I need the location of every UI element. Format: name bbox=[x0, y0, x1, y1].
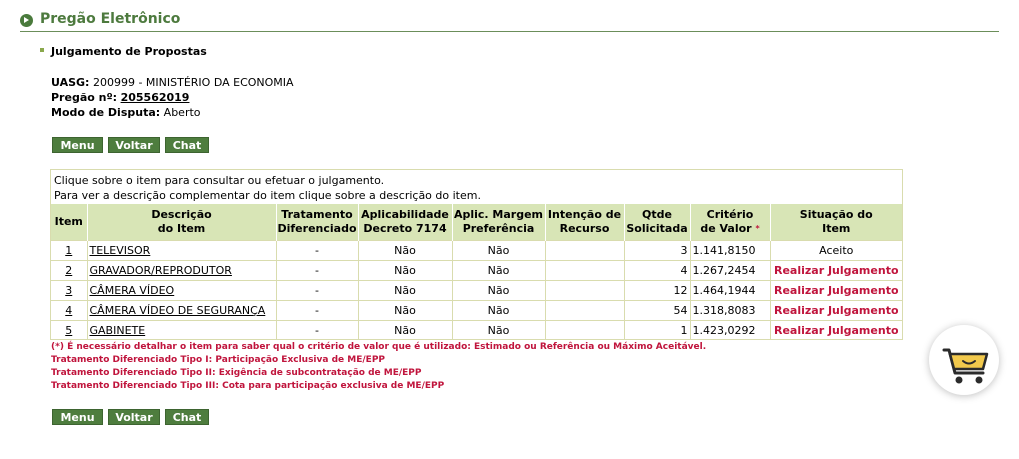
chat-button[interactable]: Chat bbox=[165, 137, 209, 153]
item-description-link[interactable]: CÂMERA VÍDEO DE SEGURANÇA bbox=[89, 303, 266, 317]
qtde-cell: 54 bbox=[624, 300, 690, 320]
criterio-cell: 1.267,2454 bbox=[690, 260, 770, 280]
intencao-cell bbox=[545, 260, 624, 280]
col-header-criterio: Critério de Valor * bbox=[690, 204, 770, 240]
aplicabilidade-cell: Não bbox=[358, 260, 452, 280]
tipo1-note: Tratamento Diferenciado Tipo I: Participação Exclusiva de ME/EPP bbox=[51, 355, 386, 365]
tipo3-note: Tratamento Diferenciado Tipo III: Cota para participação exclusiva de ME/EPP bbox=[51, 381, 445, 391]
voltar-button[interactable]: Voltar bbox=[108, 137, 160, 153]
page-title: Pregão Eletrônico bbox=[40, 11, 181, 27]
chat-button[interactable]: Chat bbox=[165, 409, 209, 425]
aplicabilidade-cell: Não bbox=[358, 240, 452, 260]
realizar-julgamento-link[interactable]: Realizar Julgamento bbox=[773, 263, 899, 277]
tratamento-cell: - bbox=[276, 320, 358, 340]
pregao-line bbox=[51, 91, 189, 104]
qtde-cell: 12 bbox=[624, 280, 690, 300]
aplicabilidade-cell: Não bbox=[358, 320, 452, 340]
criterio-cell: 1.423,0292 bbox=[690, 320, 770, 340]
table-row bbox=[51, 320, 902, 340]
page-header bbox=[20, 12, 999, 32]
item-description-link[interactable]: GABINETE bbox=[89, 323, 146, 337]
col-header-item: Item bbox=[51, 204, 87, 240]
table-row bbox=[51, 240, 902, 260]
voltar-button[interactable]: Voltar bbox=[108, 409, 160, 425]
modo-value: Aberto bbox=[163, 106, 201, 119]
item-number-link[interactable]: 4 bbox=[65, 303, 73, 317]
margem-cell: Não bbox=[452, 240, 545, 260]
qtde-cell: 3 bbox=[624, 240, 690, 260]
table-row bbox=[51, 280, 902, 300]
table-header-row bbox=[51, 204, 902, 240]
margem-cell: Não bbox=[452, 260, 545, 280]
item-number-link[interactable]: 1 bbox=[65, 243, 73, 257]
margem-cell: Não bbox=[452, 280, 545, 300]
realizar-julgamento-link[interactable]: Realizar Julgamento bbox=[773, 323, 899, 337]
tratamento-cell: - bbox=[276, 300, 358, 320]
top-button-bar bbox=[52, 137, 209, 153]
qtde-cell: 4 bbox=[624, 260, 690, 280]
margem-cell: Não bbox=[452, 300, 545, 320]
tratamento-cell: - bbox=[276, 260, 358, 280]
aplicabilidade-cell: Não bbox=[358, 280, 452, 300]
col-header-qtde: Qtde Solicitada bbox=[624, 204, 690, 240]
tratamento-cell: - bbox=[276, 240, 358, 260]
item-number-link[interactable]: 5 bbox=[65, 323, 73, 337]
intencao-cell bbox=[545, 300, 624, 320]
pregao-label: Pregão nº: bbox=[51, 91, 118, 104]
intencao-cell bbox=[545, 320, 624, 340]
section-title: Julgamento de Propostas bbox=[51, 45, 207, 58]
shopping-cart-icon bbox=[929, 325, 999, 395]
menu-button[interactable]: Menu bbox=[52, 137, 103, 153]
arrow-right-circle-icon bbox=[20, 14, 33, 27]
menu-button[interactable]: Menu bbox=[52, 409, 103, 425]
tipo2-note: Tratamento Diferenciado Tipo II: Exigência de subcontratação de ME/EPP bbox=[51, 368, 422, 378]
criterio-cell: 1.318,8083 bbox=[690, 300, 770, 320]
qtde-cell: 1 bbox=[624, 320, 690, 340]
realizar-julgamento-link[interactable]: Realizar Julgamento bbox=[773, 303, 899, 317]
pregao-number-link[interactable]: 205562019 bbox=[120, 91, 190, 104]
cart-floating-button[interactable] bbox=[929, 325, 999, 395]
item-description-link[interactable]: CÂMERA VÍDEO bbox=[89, 283, 175, 297]
uasg-line bbox=[51, 76, 294, 89]
col-header-intencao: Intenção de Recurso bbox=[545, 204, 624, 240]
intencao-cell bbox=[545, 280, 624, 300]
bullet-icon bbox=[40, 48, 44, 52]
modo-line bbox=[51, 106, 201, 119]
instruction-line-2: Para ver a descrição complementar do item clique sobre a descrição do item. bbox=[54, 189, 481, 202]
items-table bbox=[51, 204, 902, 340]
required-mark: * bbox=[755, 223, 760, 233]
bottom-button-bar bbox=[52, 409, 209, 425]
col-header-aplicabilidade: Aplicabilidade Decreto 7174 bbox=[358, 204, 452, 240]
col-header-tratamento: Tratamento Diferenciado bbox=[276, 204, 358, 240]
margem-cell: Não bbox=[452, 320, 545, 340]
intencao-cell bbox=[545, 240, 624, 260]
criterio-cell: 1.464,1944 bbox=[690, 280, 770, 300]
realizar-julgamento-link[interactable]: Realizar Julgamento bbox=[773, 283, 899, 297]
item-number-link[interactable]: 3 bbox=[65, 283, 73, 297]
item-number-link[interactable]: 2 bbox=[65, 263, 73, 277]
aplicabilidade-cell: Não bbox=[358, 300, 452, 320]
modo-label: Modo de Disputa: bbox=[51, 106, 161, 119]
uasg-label: UASG: bbox=[51, 76, 90, 89]
table-row bbox=[51, 300, 902, 320]
item-description-link[interactable]: TELEVISOR bbox=[89, 243, 151, 257]
item-description-link[interactable]: GRAVADOR/REPRODUTOR bbox=[89, 263, 232, 277]
criterio-cell: 1.141,8150 bbox=[690, 240, 770, 260]
criterio-note: (*) É necessário detalhar o item para saber qual o critério de valor que é utilizado: Estimado ou Referência ou Máximo Aceitável. bbox=[51, 342, 707, 352]
situacao-status: Aceito bbox=[770, 240, 902, 260]
col-header-margem: Aplic. Margem Preferência bbox=[452, 204, 545, 240]
uasg-value: 200999 - MINISTÉRIO DA ECONOMIA bbox=[92, 76, 294, 89]
col-header-situacao: Situação do Item bbox=[770, 204, 902, 240]
items-panel bbox=[50, 169, 903, 340]
col-header-descricao: Descrição do Item bbox=[87, 204, 276, 240]
table-row bbox=[51, 260, 902, 280]
instruction-line-1: Clique sobre o item para consultar ou efetuar o julgamento. bbox=[54, 174, 385, 187]
tratamento-cell: - bbox=[276, 280, 358, 300]
